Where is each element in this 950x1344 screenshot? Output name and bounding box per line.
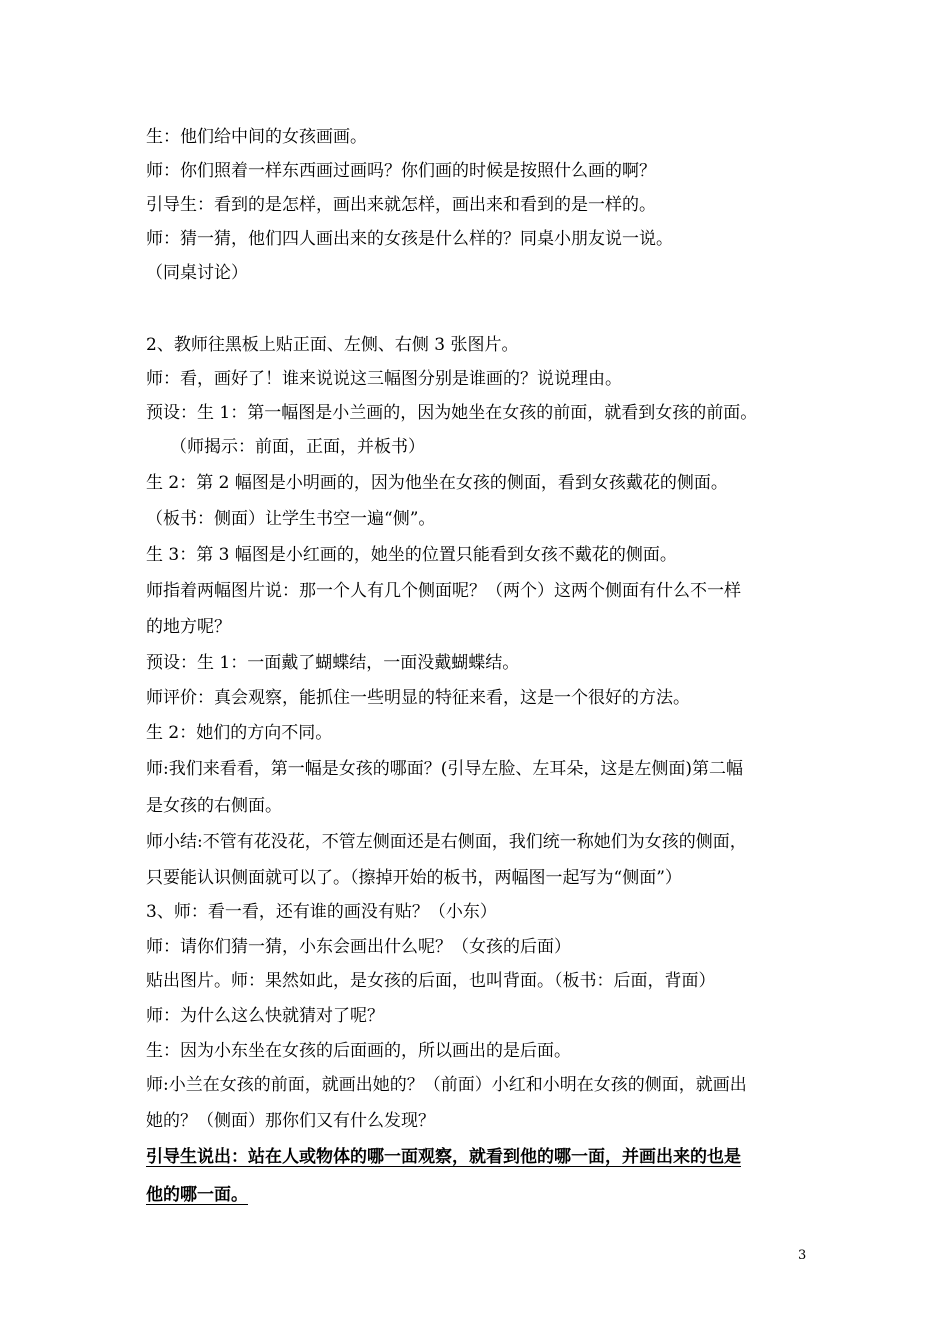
- text-line: （同桌讨论）: [146, 263, 248, 283]
- text-line: （板书：侧面）让学生书空一遍“侧”。: [146, 509, 436, 529]
- text-line: 是女孩的右侧面。: [146, 796, 282, 816]
- text-line: 预设：生 1：第一幅图是小兰画的，因为她坐在女孩的前面，就看到女孩的前面。: [146, 403, 758, 423]
- text-line: 生：他们给中间的女孩画画。: [146, 127, 367, 147]
- emphasized-text-line: 引导生说出：站在人或物体的哪一面观察，就看到他的哪一面，并画出来的也是: [146, 1147, 741, 1167]
- page-number: 3: [798, 1248, 807, 1263]
- text-line: 她的？（侧面）那你们又有什么发现？: [146, 1111, 435, 1131]
- text-line: 生：因为小东坐在女孩的后面画的，所以画出的是后面。: [146, 1041, 571, 1061]
- text-line: 2、教师往黑板上贴正面、左侧、右侧 3 张图片。: [146, 335, 519, 355]
- text-line: 生 2：第 2 幅图是小明画的，因为他坐在女孩的侧面，看到女孩戴花的侧面。: [146, 473, 728, 493]
- text-line: （师揭示：前面，正面，并板书）: [170, 437, 425, 457]
- text-line: 师:我们来看看，第一幅是女孩的哪面？(引导左脸、左耳朵，这是左侧面)第二幅: [146, 759, 743, 779]
- text-line: 师指着两幅图片说：那一个人有几个侧面呢？（两个）这两个侧面有什么不一样: [146, 581, 741, 601]
- emphasized-text-line: 他的哪一面。: [146, 1185, 248, 1205]
- text-line: 生 2：她们的方向不同。: [146, 723, 333, 743]
- text-line: 师：为什么这么快就猜对了呢？: [146, 1006, 384, 1026]
- text-line: 师：猜一猜，他们四人画出来的女孩是什么样的？同桌小朋友说一说。: [146, 229, 673, 249]
- text-line: 师评价：真会观察，能抓住一些明显的特征来看，这是一个很好的方法。: [146, 688, 690, 708]
- text-line: 引导生：看到的是怎样，画出来就怎样，画出来和看到的是一样的。: [146, 195, 656, 215]
- text-line: 师:小兰在女孩的前面，就画出她的？（前面）小红和小明在女孩的侧面，就画出: [146, 1075, 747, 1095]
- text-line: 师：看，画好了！谁来说说这三幅图分别是谁画的？说说理由。: [146, 369, 622, 389]
- text-line: 师小结:不管有花没花，不管左侧面还是右侧面，我们统一称她们为女孩的侧面，: [146, 832, 747, 852]
- text-line: 只要能认识侧面就可以了。（擦掉开始的板书，两幅图一起写为“侧面”）: [146, 868, 682, 888]
- text-line: 预设：生 1：一面戴了蝴蝶结，一面没戴蝴蝶结。: [146, 653, 520, 673]
- text-line: 贴出图片。师：果然如此，是女孩的后面，也叫背面。（板书：后面，背面）: [146, 971, 716, 991]
- text-line: 师：你们照着一样东西画过画吗？你们画的时候是按照什么画的啊？: [146, 161, 656, 181]
- text-line: 生 3：第 3 幅图是小红画的，她坐的位置只能看到女孩不戴花的侧面。: [146, 545, 677, 565]
- text-line: 3、师：看一看，还有谁的画没有贴？（小东）: [146, 902, 497, 922]
- text-line: 师：请你们猜一猜，小东会画出什么呢？（女孩的后面）: [146, 937, 571, 957]
- text-line: 的地方呢？: [146, 617, 231, 637]
